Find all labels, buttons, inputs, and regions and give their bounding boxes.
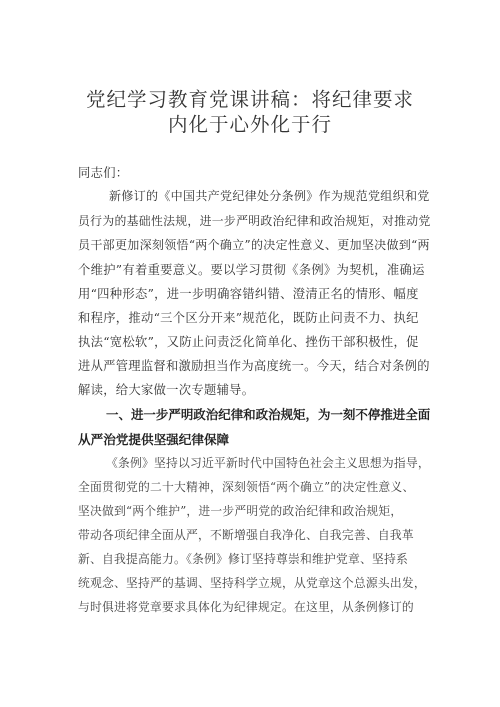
intro-line: 解读，给大家做一次专题辅导。 <box>78 383 255 397</box>
intro-line: 和程序，推动“三个区分开来”规范化，既防止问责不力、执纪 <box>78 311 419 325</box>
salutation: 同志们： <box>78 166 129 180</box>
section-1-line: 统观念、坚持严的基调、坚持科学立规，从党章这个总源头出发， <box>78 576 426 590</box>
section-1-line: 全面贯彻党的二十大精神，深刻领悟“两个确立”的决定性意义、 <box>78 480 415 494</box>
intro-line: 执法“宽松软”，又防止问责泛化简单化、挫伤干部积极性，促 <box>78 335 419 349</box>
section-1-line: 坚决做到“两个维护”，进一步严明党的政治纪律和政治规矩， <box>78 504 403 518</box>
section-1-heading-line-1: 一、进一步严明政治纪律和政治规矩，为一刻不停推进全面 <box>106 407 431 422</box>
intro-line: 员干部更加深刻领悟“两个确立”的决定性意义、更加坚决做到“两 <box>78 238 430 252</box>
intro-line: 员行为的基础性法规，进一步严明政治纪律和政治规矩，对推动党 <box>78 214 431 228</box>
intro-line: 进从严管理监督和激励担当作为高度统一。今天，结合对条例的 <box>78 359 430 373</box>
section-1-line: 与时俱进将党章要求具体化为纪律规定。在这里，从条例修订的 <box>78 600 414 614</box>
section-1-line: 带动各项纪律全面从严，不断增强自我净化、自我完善、自我革 <box>78 528 414 542</box>
document-title-line-2: 内化于心外化于行 <box>167 113 332 136</box>
section-1-heading-line-2: 从严治党提供坚强纪律保障 <box>78 432 230 447</box>
section-1-line: 《条例》坚持以习近平新时代中国特色社会主义思想为指导， <box>106 456 430 470</box>
intro-line: 用“四种形态”，进一步明确容错纠错、澄清正名的情形、幅度 <box>78 287 419 301</box>
intro-line: 个维护”有着重要意义。要以学习贯彻《条例》为契机，准确运 <box>78 263 425 277</box>
document-title-line-1: 党纪学习教育党课讲稿：将纪律要求 <box>85 88 414 111</box>
section-1-line: 新、自我提高能力。《条例》修订坚持尊崇和维护党章、坚持系 <box>78 552 409 566</box>
intro-line: 新修订的《中国共产党纪律处分条例》作为规范党组织和党 <box>109 189 430 203</box>
